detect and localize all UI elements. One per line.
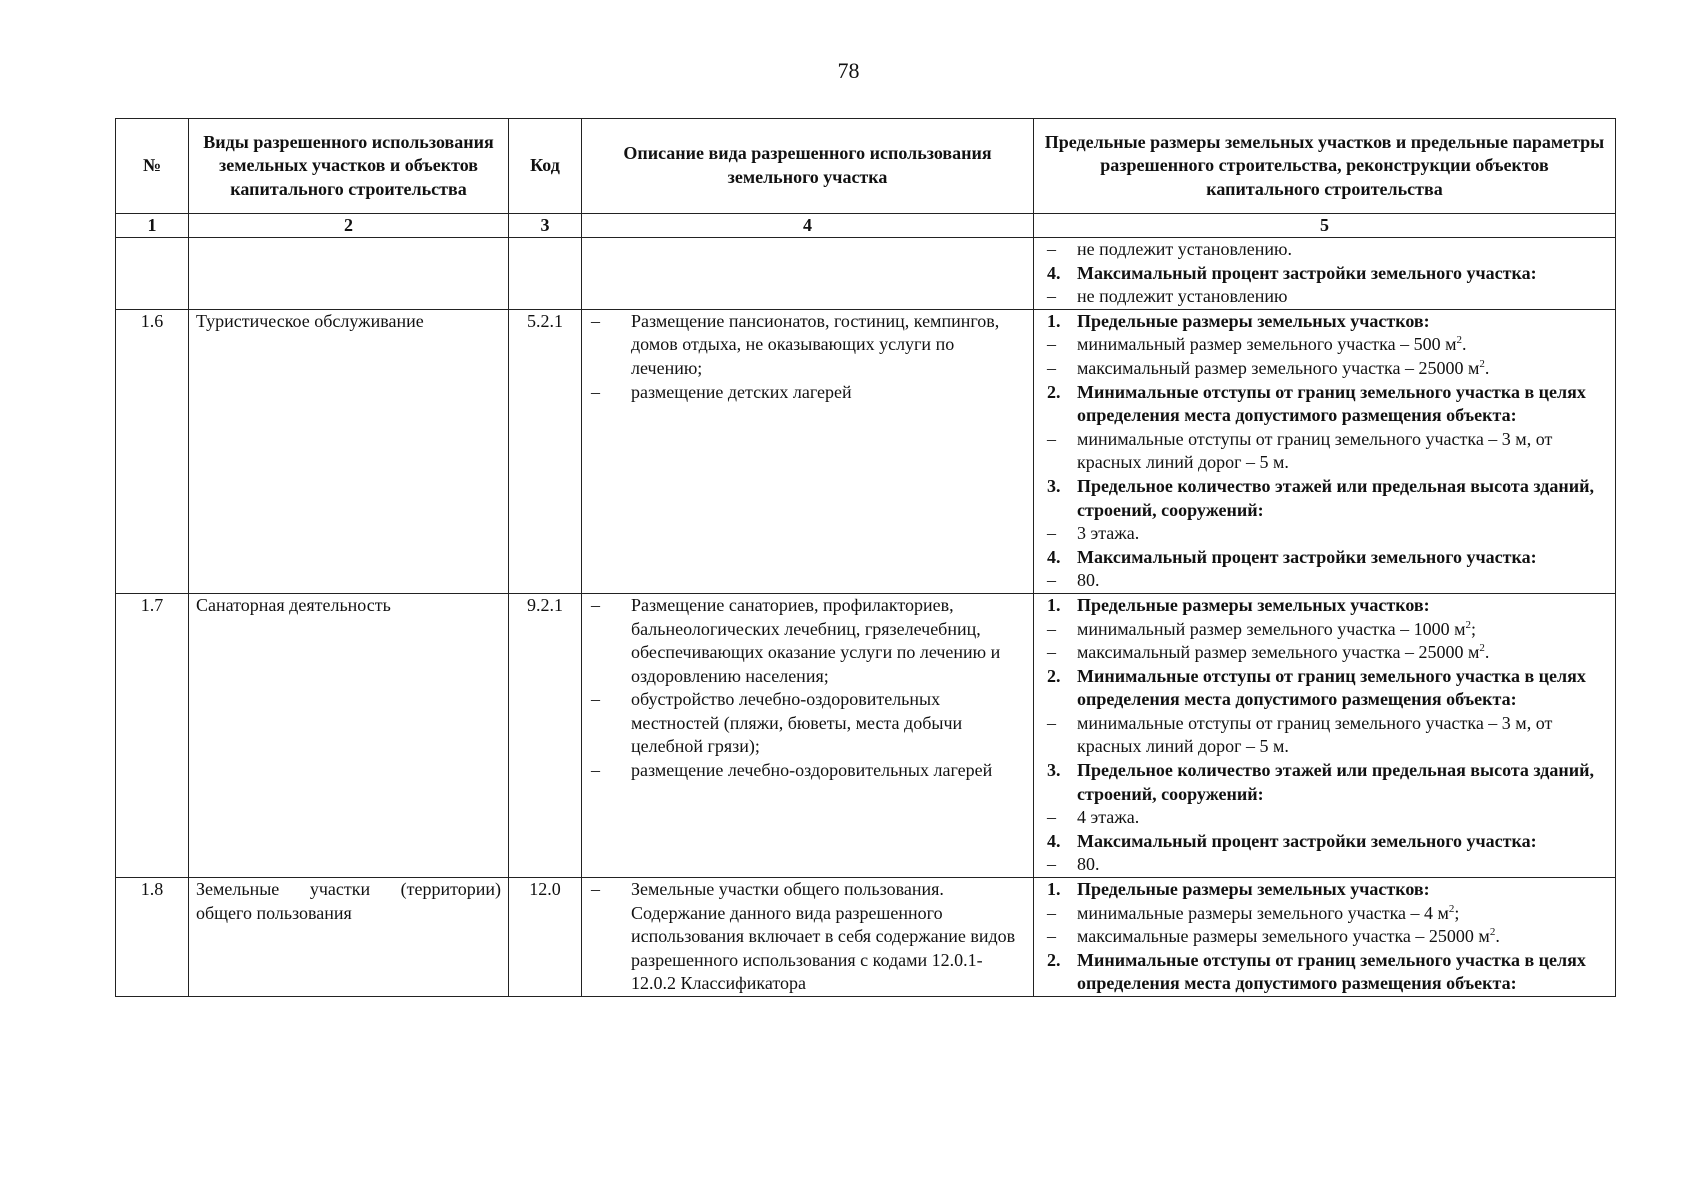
list-marker: – <box>1047 239 1056 259</box>
parameter-text <box>1077 262 1608 286</box>
list-marker: 2. <box>1047 381 1061 402</box>
parameter-text <box>1077 522 1608 546</box>
list-marker: 1. <box>1047 310 1061 331</box>
parameters-cell <box>1034 593 1616 877</box>
item-text: Предельные размеры земельных участков: <box>1077 879 1430 900</box>
superscript: 2 <box>1448 902 1455 915</box>
column-number: 2 <box>189 214 509 238</box>
usage-type-cell <box>189 238 509 310</box>
description-item <box>589 310 1026 381</box>
item-text: Предельное количество этажей или предельная высота зданий, строений, сооружений: <box>1077 475 1595 520</box>
item-text: минимальные отступы от границ земельного участка – 3 м, от красных линий дорог – 5 м. <box>1077 712 1553 757</box>
header-number: № <box>116 119 189 214</box>
list-marker: – <box>1047 523 1056 544</box>
parameter-text <box>1077 641 1608 665</box>
parameter-text <box>1077 546 1608 570</box>
list-marker: 3. <box>1047 475 1061 496</box>
parameter-item <box>1041 262 1608 286</box>
parameter-item <box>1041 759 1608 806</box>
item-text: максимальный размер земельного участка – 25000 м <box>1077 357 1480 378</box>
item-text: не подлежит установлению <box>1077 286 1288 307</box>
parameter-text <box>1077 594 1608 618</box>
parameter-item <box>1041 878 1608 902</box>
parameter-item <box>1041 569 1608 593</box>
header-code: Код <box>509 119 582 214</box>
header-description: Описание вида разрешенного использования земельного участка <box>582 119 1034 214</box>
item-text: размещение детских лагерей <box>631 381 852 402</box>
parameter-text <box>1077 285 1608 309</box>
column-number: 5 <box>1034 214 1616 238</box>
parameter-text <box>1077 618 1608 642</box>
column-number: 1 <box>116 214 189 238</box>
list-marker: 4. <box>1047 262 1061 283</box>
list-marker: – <box>1047 926 1056 947</box>
description-item <box>589 688 1026 759</box>
list-marker: – <box>1047 286 1056 307</box>
item-text: Предельное количество этажей или предельная высота зданий, строений, сооружений: <box>1077 760 1595 804</box>
parameter-text <box>1077 310 1608 334</box>
trailing-punctuation: ; <box>1454 902 1460 923</box>
parameter-item <box>1041 925 1608 949</box>
description-text <box>631 878 1026 996</box>
list-marker: – <box>1047 334 1056 355</box>
item-text: 80. <box>1077 854 1100 875</box>
list-marker: 2. <box>1047 949 1061 970</box>
list-marker: – <box>591 760 600 781</box>
row-number-cell <box>116 238 189 310</box>
trailing-punctuation: . <box>1461 334 1467 355</box>
table-row <box>116 238 1616 310</box>
list-marker: – <box>1047 854 1056 875</box>
list-marker: – <box>1047 712 1056 733</box>
item-text: Минимальные отступы от границ земельного участка в целях определения места допустимого размещения объекта: <box>1077 381 1586 426</box>
item-text: Предельные размеры земельных участков: <box>1077 594 1430 615</box>
parameter-text <box>1077 949 1608 996</box>
parameter-item <box>1041 594 1608 618</box>
list-marker: – <box>1047 807 1056 828</box>
superscript: 2 <box>1489 926 1496 939</box>
parameter-item <box>1041 830 1608 854</box>
list-marker: 1. <box>1047 879 1061 900</box>
parameter-item <box>1041 428 1608 475</box>
code-cell <box>509 238 582 310</box>
parameter-item <box>1041 546 1608 570</box>
item-text: Максимальный процент застройки земельного участка: <box>1077 262 1537 283</box>
list-marker: – <box>1047 618 1056 639</box>
list-marker: 2. <box>1047 665 1061 686</box>
description-item <box>589 759 1026 783</box>
code-cell: 5.2.1 <box>509 309 582 593</box>
item-text: Размещение санаториев, профилакториев, бальнеологических лечебниц, грязелечебниц, обеспечивающих оказание услуги по лечению и оздоровлению населения; <box>631 594 1001 686</box>
column-number: 4 <box>582 214 1034 238</box>
description-text <box>631 594 1026 688</box>
parameter-item <box>1041 902 1608 926</box>
column-number-row <box>116 214 1616 238</box>
table-row <box>116 309 1616 593</box>
row-number-cell: 1.7 <box>116 593 189 877</box>
list-marker: – <box>1047 357 1056 378</box>
item-text: минимальный размер земельного участка – 1000 м <box>1077 618 1466 639</box>
parameter-item <box>1041 357 1608 381</box>
parameter-text <box>1077 712 1608 759</box>
item-text: минимальные отступы от границ земельного участка – 3 м, от красных линий дорог – 5 м. <box>1077 428 1553 473</box>
list-marker: 4. <box>1047 546 1061 567</box>
column-number: 3 <box>509 214 582 238</box>
parameter-text <box>1077 428 1608 475</box>
trailing-punctuation: . <box>1495 926 1500 947</box>
description-text <box>631 310 1026 381</box>
trailing-punctuation: . <box>1484 357 1490 378</box>
parameter-item <box>1041 333 1608 357</box>
parameter-text <box>1077 357 1608 381</box>
row-number-cell: 1.8 <box>116 878 189 997</box>
list-marker: – <box>591 594 600 615</box>
trailing-punctuation: ; <box>1470 618 1476 639</box>
trailing-punctuation: . <box>1484 642 1490 663</box>
parameters-cell <box>1034 878 1616 997</box>
parameters-cell <box>1034 309 1616 593</box>
regulations-table <box>115 118 1616 997</box>
description-cell <box>582 878 1034 997</box>
item-text: максимальный размер земельного участка – 25000 м <box>1077 642 1480 663</box>
list-marker: – <box>591 310 600 331</box>
item-text: не подлежит установлению. <box>1077 239 1292 259</box>
parameters-cell <box>1034 238 1616 310</box>
description-cell <box>582 593 1034 877</box>
parameter-item <box>1041 806 1608 830</box>
code-cell: 12.0 <box>509 878 582 997</box>
parameter-text <box>1077 925 1608 949</box>
parameter-text <box>1077 878 1608 902</box>
parameter-item <box>1041 285 1608 309</box>
table-header-row <box>116 119 1616 214</box>
list-marker: – <box>1047 428 1056 449</box>
description-text <box>631 759 1026 783</box>
parameter-item <box>1041 522 1608 546</box>
description-item <box>589 878 1026 996</box>
table-body <box>116 238 1616 997</box>
description-cell <box>582 238 1034 310</box>
parameter-item <box>1041 641 1608 665</box>
parameter-item <box>1041 475 1608 522</box>
parameter-item <box>1041 238 1608 262</box>
item-text: размещение лечебно-оздоровительных лагерей <box>631 760 993 781</box>
row-number-cell: 1.6 <box>116 309 189 593</box>
item-text: минимальные размеры земельного участка – 4 м <box>1077 902 1449 923</box>
item-text: Максимальный процент застройки земельного участка: <box>1077 830 1537 851</box>
item-text: Размещение пансионатов, гостиниц, кемпингов, домов отдыха, не оказывающих услуги по лечению; <box>631 310 1000 378</box>
item-text: 80. <box>1077 570 1100 591</box>
list-marker: – <box>591 381 600 402</box>
header-usage-type: Виды разрешенного использования земельных участков и объектов капитального строительства <box>189 119 509 214</box>
parameter-text <box>1077 665 1608 712</box>
parameter-text <box>1077 475 1608 522</box>
list-marker: 4. <box>1047 830 1061 851</box>
parameter-item <box>1041 949 1608 996</box>
item-text: Земельные участки общего пользования. Содержание данного вида разрешенного использования включает в себя содержание видов разрешенного использования с кодами 12.0.1-12.0.2 Классификатора <box>631 879 1016 994</box>
description-text <box>631 381 1026 405</box>
list-marker: – <box>1047 642 1056 663</box>
superscript: 2 <box>1479 642 1485 655</box>
parameter-item <box>1041 665 1608 712</box>
item-text: Предельные размеры земельных участков: <box>1077 310 1430 331</box>
item-text: обустройство лечебно-оздоровительных местностей (пляжи, бюветы, места добычи целебной грязи); <box>631 689 963 757</box>
parameter-text <box>1077 853 1608 877</box>
superscript: 2 <box>1465 618 1471 631</box>
parameter-text <box>1077 902 1608 926</box>
parameter-text <box>1077 759 1608 806</box>
list-marker: – <box>591 689 600 710</box>
description-cell <box>582 309 1034 593</box>
parameter-text <box>1077 806 1608 830</box>
superscript: 2 <box>1456 334 1462 347</box>
table-row <box>116 593 1616 877</box>
item-text: максимальные размеры земельного участка – 25000 м <box>1077 926 1490 947</box>
item-text: Минимальные отступы от границ земельного участка в целях определения места допустимого размещения объекта: <box>1077 665 1586 710</box>
description-item <box>589 594 1026 688</box>
parameter-text <box>1077 569 1608 593</box>
code-cell: 9.2.1 <box>509 593 582 877</box>
item-text: Минимальные отступы от границ земельного участка в целях определения места допустимого размещения объекта: <box>1077 949 1586 994</box>
parameter-item <box>1041 310 1608 334</box>
list-marker: – <box>1047 902 1056 923</box>
superscript: 2 <box>1479 357 1485 370</box>
table-row <box>116 878 1616 997</box>
parameter-text <box>1077 238 1608 262</box>
header-parameters: Предельные размеры земельных участков и предельные параметры разрешенного строительства, реконструкции объектов капитального строительства <box>1034 119 1616 214</box>
description-text <box>631 688 1026 759</box>
usage-type-cell: Санаторная деятельность <box>189 593 509 877</box>
list-marker: – <box>1047 570 1056 591</box>
usage-type-cell: Земельные участки (территории) общего пользования <box>189 878 509 997</box>
parameter-item <box>1041 381 1608 428</box>
item-text: Максимальный процент застройки земельного участка: <box>1077 546 1537 567</box>
item-text: минимальный размер земельного участка – 500 м <box>1077 334 1457 355</box>
page-number: 78 <box>837 58 860 83</box>
item-text: 4 этажа. <box>1077 807 1140 828</box>
parameter-item <box>1041 853 1608 877</box>
parameter-item <box>1041 712 1608 759</box>
parameter-text <box>1077 381 1608 428</box>
parameter-item <box>1041 618 1608 642</box>
parameter-text <box>1077 830 1608 854</box>
item-text: 3 этажа. <box>1077 523 1140 544</box>
list-marker: 1. <box>1047 594 1061 615</box>
description-item <box>589 381 1026 405</box>
list-marker: 3. <box>1047 760 1061 781</box>
parameter-text <box>1077 333 1608 357</box>
usage-type-cell: Туристическое обслуживание <box>189 309 509 593</box>
list-marker: – <box>591 879 600 900</box>
